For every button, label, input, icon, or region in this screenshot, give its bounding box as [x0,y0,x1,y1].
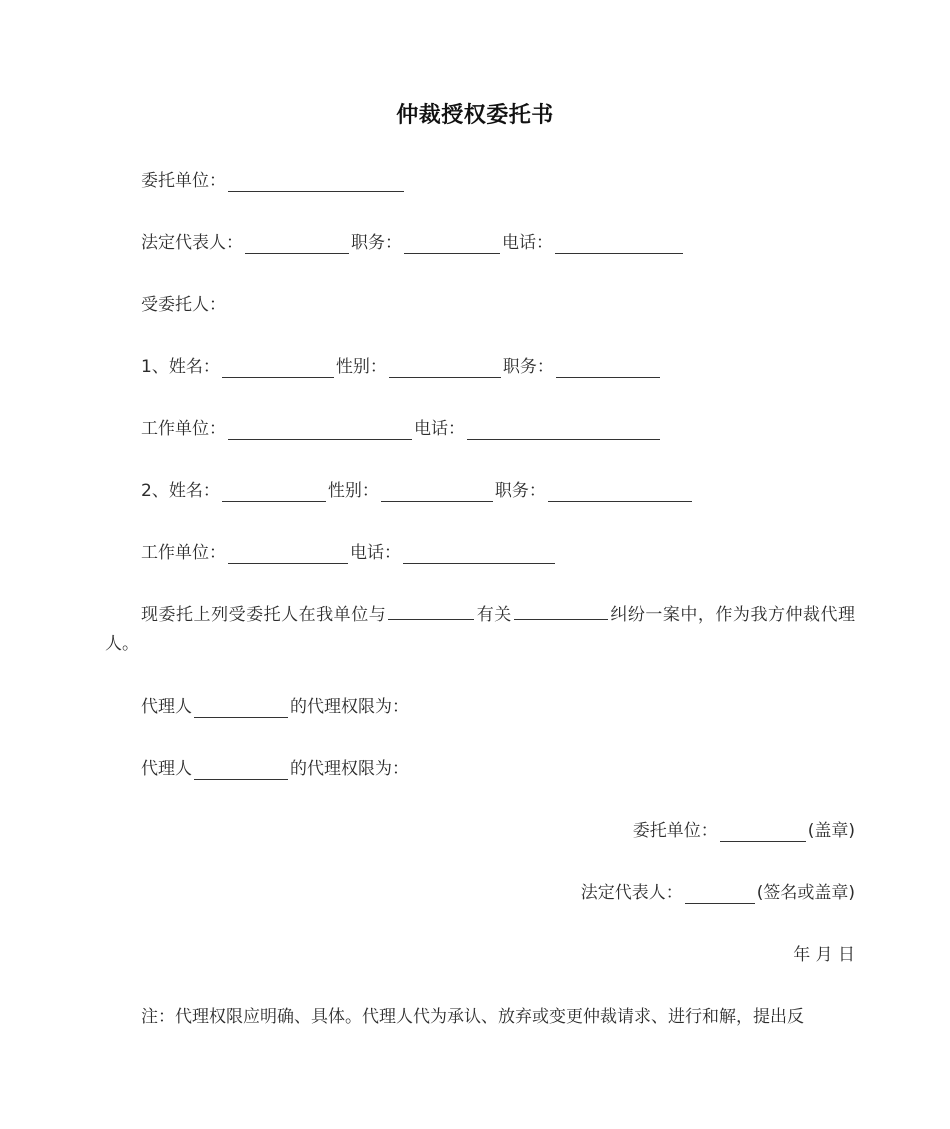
date-text: 年 月 日 [793,945,855,965]
opponent-blank [388,603,474,620]
principal-unit-label: 委托单位： [141,171,226,191]
agent1-phone-label: 电话： [414,419,465,439]
agent-label-2: 代理人 [141,759,192,779]
agent2-line [141,480,694,502]
entrust-text-3: 纠纷一案中，作为我方仲裁代理人。 [105,605,856,654]
sign-unit-blank [720,824,806,842]
entrust-text-1: 现委托上列受委托人在我单位与 [141,605,387,625]
authority-line-2 [141,758,409,780]
agent2-phone-label: 电话： [350,543,401,563]
agent-label-1: 代理人 [141,697,192,717]
note-text: 注：代理权限应明确、具体。代理人代为承认、放弃或变更仲裁请求、进行和解，提出反 [141,1007,804,1027]
agent2-gender-blank [381,484,493,502]
agent2-name-blank [222,484,326,502]
agent2-work-line [141,542,557,564]
agent1-position-label: 职务： [502,357,554,377]
legal-rep-position-label: 职务： [351,233,402,253]
agents-heading-line [141,294,226,316]
authority-line-1 [141,696,409,718]
legal-rep-line [141,232,685,254]
agent1-work-unit-label: 工作单位： [141,419,226,439]
agent1-name-label: 1、姓名： [141,357,220,377]
agent1-line [141,356,662,378]
date-line [793,944,855,966]
agent2-gender-label: 性别： [327,481,379,501]
sign-rep-blank [685,886,755,904]
agent1-name-blank [222,360,334,378]
authority-label-2: 的代理权限为： [290,759,409,779]
agent1-work-line [141,418,662,440]
agent2-position-label: 职务： [494,481,546,501]
sign-unit-label: 委托单位： [632,821,718,841]
agent1-gender-blank [389,360,501,378]
legal-rep-label: 法定代表人： [141,233,243,253]
principal-unit-blank [228,174,404,192]
legal-rep-phone-label: 电话： [502,233,553,253]
legal-rep-phone-blank [555,236,683,254]
agent2-phone-blank [403,546,555,564]
sign-seal-note: (签名或盖章) [756,883,855,903]
entrust-paragraph [105,601,855,659]
sign-rep-label: 法定代表人： [580,883,683,903]
entrust-text-2: 有关 [476,605,512,625]
sign-unit-line [633,820,855,842]
agent-name-blank-1 [194,700,288,718]
seal-note: (盖章) [807,821,855,841]
agent1-position-blank [556,360,660,378]
document-title: 仲裁授权委托书 [396,103,554,128]
authority-label-1: 的代理权限为： [290,697,409,717]
legal-rep-blank [245,236,349,254]
note-line [141,1006,804,1028]
agent1-phone-blank [467,422,660,440]
agent2-work-unit-label: 工作单位： [141,543,226,563]
principal-unit-line [141,170,406,192]
agent-name-blank-2 [194,762,288,780]
sign-rep-line [581,882,855,904]
dispute-blank [514,603,608,620]
agent1-work-unit-blank [228,422,412,440]
agent2-work-unit-blank [228,546,348,564]
agent2-name-label: 2、姓名： [141,481,220,501]
legal-rep-position-blank [404,236,500,254]
agents-label: 受委托人： [141,295,226,315]
agent1-gender-label: 性别： [335,357,387,377]
agent2-position-blank [548,484,692,502]
